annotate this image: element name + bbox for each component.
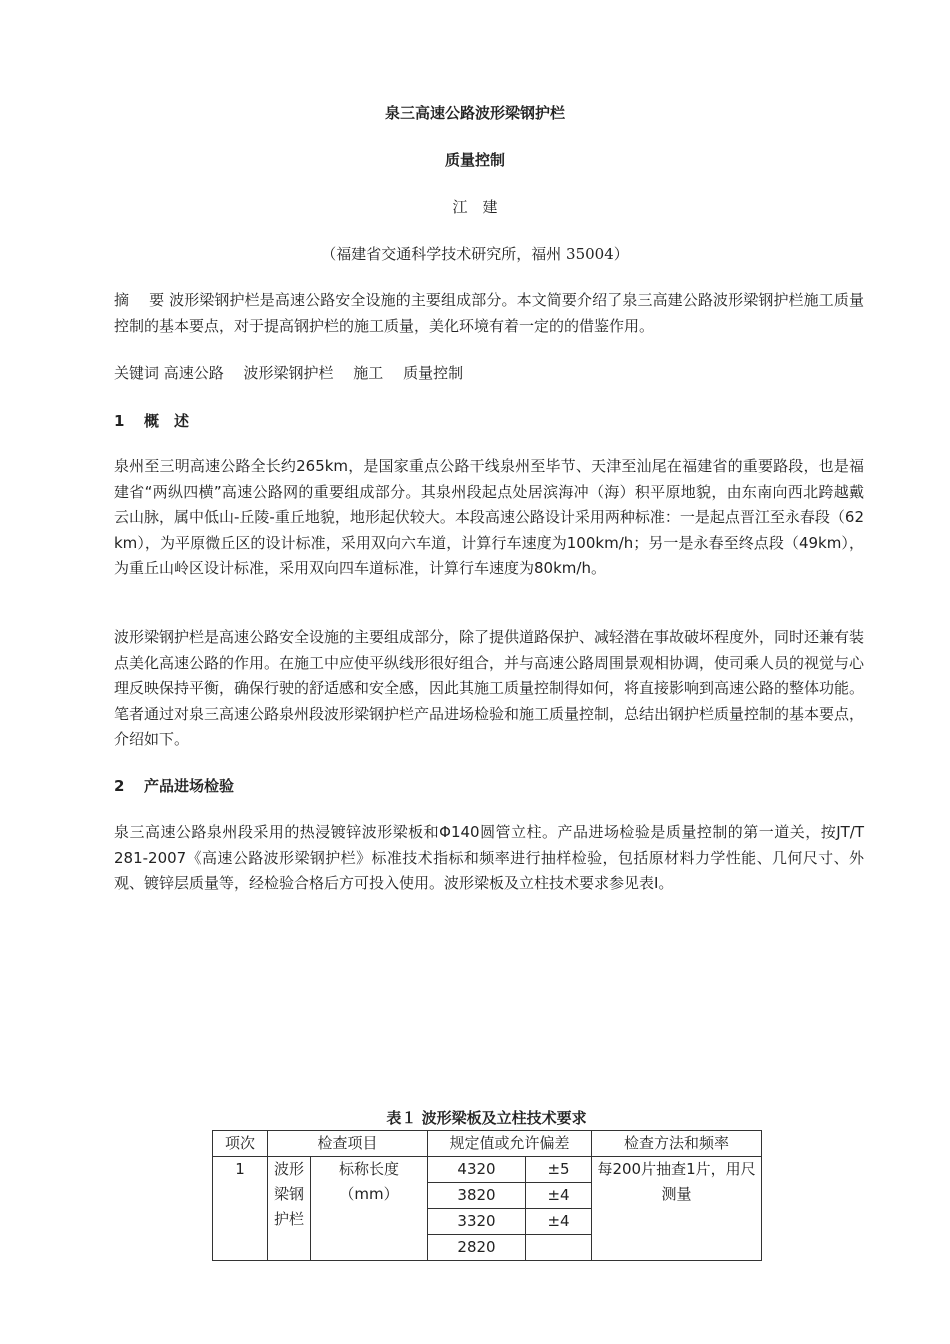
cell-item-group: 波形梁钢护栏	[268, 1157, 311, 1261]
cell-method: 每200片抽查1片，用尺测量	[592, 1157, 762, 1261]
table-caption: 表１ 波形梁板及立柱技术要求	[386, 1109, 587, 1127]
cell-value: 3320	[428, 1209, 526, 1235]
header-method: 检查方法和频率	[592, 1131, 762, 1157]
section1-number: 1	[114, 412, 125, 430]
section2-number: 2	[114, 777, 125, 795]
section1-paragraph1: 泉州至三明高速公路全长约265km，是国家重点公路干线泉州至毕节、天津至汕尾在福建省的重要路段，也是福建省“两纵四横”高速公路网的重要组成部分。其泉州段起点处居滨海冲（海）积平原地貌，由东南向西北跨越戴云山脉，属中低山-丘陵-重丘地貌，地形起伏较大。本段高速公路设计采用两种标准：一是起点晋江至永春段（62 km），为平原微丘区的设计标准，采用双向六车道，计算行车速度为100km/h；另一是永春至终点段（49km），为重丘山岭区设计标准，采用双向四车道标准，计算行车速度为80km/h。	[114, 457, 864, 577]
cell-tolerance: ±4	[526, 1209, 592, 1235]
cell-value: 3820	[428, 1183, 526, 1209]
header-no: 项次	[213, 1131, 268, 1157]
cell-tolerance	[526, 1235, 592, 1261]
section1-heading	[114, 410, 189, 431]
affiliation: （福建省交通科学技术研究所，福州 35004）	[321, 245, 629, 263]
header-item: 检查项目	[268, 1131, 428, 1157]
title-line2: 质量控制	[444, 151, 505, 169]
abstract: 摘 要 波形梁钢护栏是高速公路安全设施的主要组成部分。本文简要介绍了泉三高建公路波形梁钢护栏施工质量控制的基本要点，对于提高钢护栏的施工质量，美化环境有着一定的的借鉴作用。	[114, 291, 864, 335]
section2-heading	[114, 775, 234, 796]
table-header-row	[213, 1131, 762, 1157]
cell-item-name: 标称长度（mm）	[311, 1157, 428, 1261]
title-line1: 泉三高速公路波形梁钢护栏	[384, 104, 565, 122]
table-row	[213, 1157, 762, 1183]
spec-table	[212, 1130, 762, 1261]
cell-value: 2820	[428, 1235, 526, 1261]
section2-paragraph1: 泉三高速公路泉州段采用的热浸镀锌波形梁板和Φ140圆管立柱。产品进场检验是质量控制的第一道关，按JT/T 281-2007《高速公路波形梁钢护栏》标准技术指标和频率进行抽样检验，包括原材料力学性能、几何尺寸、外观、镀锌层质量等，经检验合格后方可投入使用。波形梁板及立柱技术要求参见表Ⅰ。	[114, 823, 864, 892]
section2-title: 产品进场检验	[144, 777, 235, 795]
author: 江 建	[452, 198, 498, 216]
cell-tolerance: ±4	[526, 1183, 592, 1209]
section1-paragraph2: 波形梁钢护栏是高速公路安全设施的主要组成部分，除了提供道路保护、减轻潜在事故破坏程度外，同时还兼有装点美化高速公路的作用。在施工中应使平纵线形很好组合，并与高速公路周围景观相协调，使司乘人员的视觉与心理反映保持平衡，确保行驶的舒适感和安全感，因此其施工质量控制得如何，将直接影响到高速公路的整体功能。笔者通过对泉三高速公路泉州段波形梁钢护栏产品进场检验和施工质量控制，总结出钢护栏质量控制的基本要点，介绍如下。	[114, 628, 865, 748]
cell-value: 4320	[428, 1157, 526, 1183]
keywords: 关键词 高速公路 波形梁钢护栏 施工 质量控制	[114, 364, 464, 382]
cell-row-no: 1	[213, 1157, 268, 1261]
cell-tolerance: ±5	[526, 1157, 592, 1183]
header-tolerance: 规定值或允许偏差	[428, 1131, 592, 1157]
section1-title: 概 述	[144, 412, 190, 430]
